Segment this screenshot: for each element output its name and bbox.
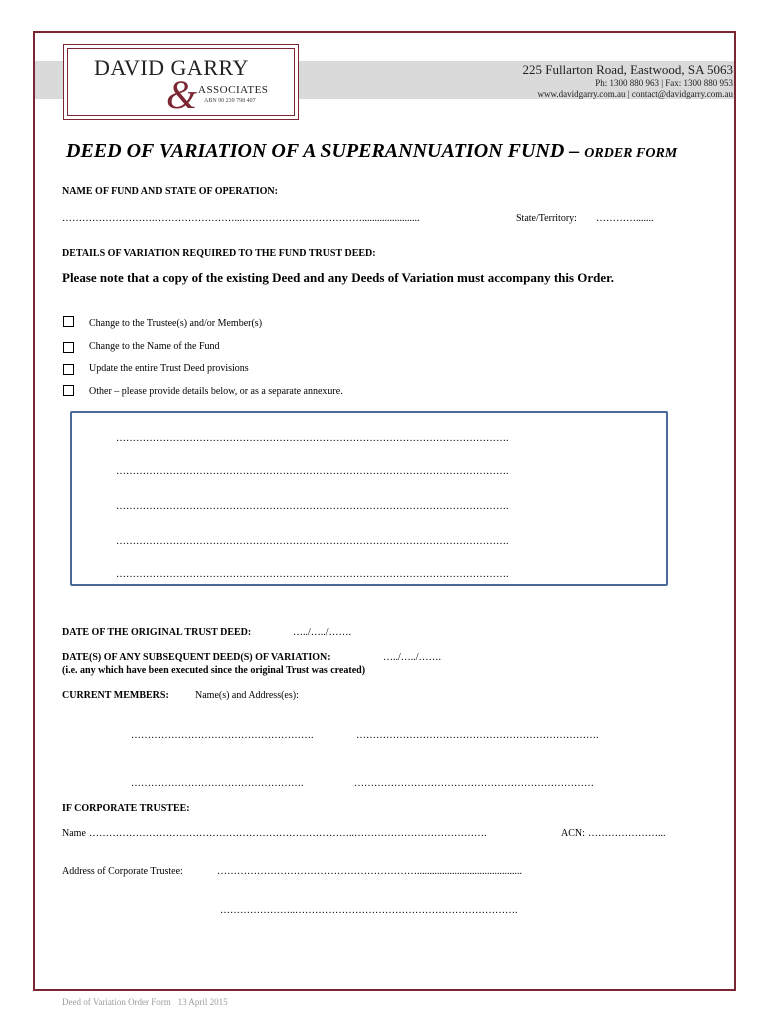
page-footer	[62, 997, 228, 1007]
corporate-address-field-2[interactable]: …………………..………………………………………………………….	[220, 905, 518, 916]
subsequent-deed-note: (i.e. any which have been executed since the original Trust was created)	[62, 665, 366, 676]
company-web-email: www.davidgarry.com.au | contact@davidgarry.com.au	[537, 89, 733, 99]
accompany-note: Please note that a copy of the existing Deed and any Deeds of Variation must accompany this Order.	[62, 270, 615, 285]
company-address: 225 Fullarton Road, Eastwood, SA 5063	[522, 62, 733, 77]
option-change-name: Change to the Name of the Fund	[89, 341, 220, 352]
option-other: Other – please provide details below, or as a separate annexure.	[89, 386, 343, 397]
form-title-main: DEED OF VARIATION OF A SUPERANNUATION FUND –	[66, 140, 585, 162]
option-change-trustee: Change to the Trustee(s) and/or Member(s)	[89, 318, 263, 329]
corporate-name-field[interactable]: ……………………………………………………………………..………………………………….	[89, 828, 487, 839]
detail-line-4[interactable]: ……………………………………………………………………………………………………….	[116, 536, 509, 547]
detail-line-5[interactable]: ……………………………………………………………………………………………………….	[116, 569, 509, 580]
checkbox-change-name[interactable]	[63, 342, 74, 353]
form-title-sub: ORDER FORM	[584, 146, 678, 161]
corporate-address-field-1[interactable]: ……………………………………………………..........................................	[217, 866, 522, 877]
current-members-label: CURRENT MEMBERS:	[62, 690, 169, 701]
option-update-deed: Update the entire Trust Deed provisions	[89, 363, 249, 374]
footer-form-name: Deed of Variation Order Form	[62, 997, 171, 1007]
footer-date: 13 April 2015	[177, 997, 228, 1007]
fund-name-heading: NAME OF FUND AND STATE OF OPERATION:	[62, 186, 278, 197]
logo-ampersand: &	[166, 72, 198, 117]
subsequent-deed-date-field[interactable]: …../…../…….	[383, 652, 442, 663]
corporate-name-label: Name	[62, 828, 86, 839]
form-title	[66, 140, 677, 163]
detail-line-2[interactable]: ……………………………………………………………………………………………………….	[116, 466, 509, 477]
checkbox-update-deed[interactable]	[63, 364, 74, 375]
member-name-field-1[interactable]: ……………………………………………….	[131, 730, 314, 741]
detail-line-1[interactable]: ……………………………………………………………………………………………………….	[116, 433, 509, 444]
details-heading: DETAILS OF VARIATION REQUIRED TO THE FUND TRUST DEED:	[62, 248, 376, 259]
logo-name: DAVID GARRY	[94, 55, 249, 80]
company-logo	[63, 44, 299, 120]
checkbox-other[interactable]	[63, 385, 74, 396]
fund-name-field[interactable]: ……………………….……………………...……………………………….......................	[62, 213, 420, 224]
acn-field[interactable]: …………………...	[588, 828, 666, 839]
original-deed-date-field[interactable]: …../…../…….	[293, 627, 352, 638]
corporate-address-label: Address of Corporate Trustee:	[62, 866, 183, 877]
acn-label: ACN:	[561, 828, 585, 839]
member-name-field-2[interactable]: …………………………………………….	[131, 778, 304, 789]
logo-associates: ASSOCIATES	[198, 84, 269, 96]
company-phone-fax: Ph: 1300 880 963 | Fax: 1300 880 953	[595, 78, 733, 88]
state-field[interactable]: ………….......	[596, 213, 654, 224]
member-address-field-2[interactable]: ………………………………………………………………	[354, 778, 594, 789]
corporate-trustee-heading: IF CORPORATE TRUSTEE:	[62, 803, 190, 814]
original-deed-date-label: DATE OF THE ORIGINAL TRUST DEED:	[62, 627, 252, 638]
logo-abn: ABN 90 239 798 407	[204, 98, 256, 104]
subsequent-deed-date-label: DATE(S) OF ANY SUBSEQUENT DEED(S) OF VARIATION:	[62, 652, 331, 663]
detail-line-3[interactable]: ……………………………………………………………………………………………………….	[116, 501, 509, 512]
checkbox-change-trustee[interactable]	[63, 316, 74, 327]
current-members-sub: Name(s) and Address(es):	[195, 690, 299, 701]
state-label: State/Territory:	[516, 213, 577, 224]
member-address-field-1[interactable]: ……………………………………………………………….	[356, 730, 599, 741]
